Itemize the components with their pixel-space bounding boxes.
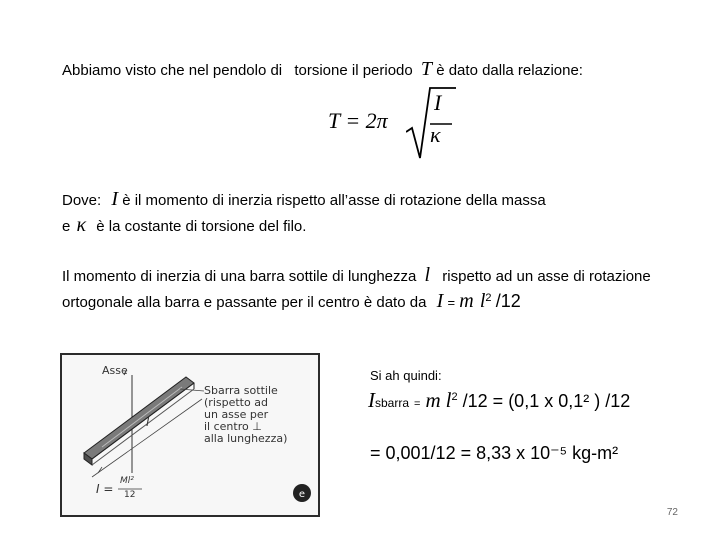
definition-line-2 bbox=[62, 214, 306, 237]
figure-label-l: l bbox=[146, 415, 150, 429]
intro-line bbox=[62, 58, 583, 81]
figure-label-asse: Asse bbox=[102, 364, 128, 377]
definition-symbol-k: κ bbox=[76, 214, 87, 236]
inertia-formula-I: I bbox=[436, 290, 444, 312]
formula-lhs: T = 2π bbox=[328, 108, 388, 133]
calc-exp: 2 bbox=[451, 391, 458, 403]
inertia-formula-l: l bbox=[479, 290, 486, 312]
calc-l: l bbox=[445, 388, 452, 412]
definition-symbol-I: I bbox=[111, 188, 119, 210]
figure-caption-line: Sbarra sottile bbox=[204, 384, 278, 397]
svg-text:e: e bbox=[298, 489, 306, 500]
calc-subscript: sbarra bbox=[375, 396, 410, 410]
period-formula bbox=[328, 82, 458, 162]
definition-text-2: è la costante di torsione del filo. bbox=[96, 218, 307, 235]
calc-m: m bbox=[425, 388, 441, 412]
bar-figure bbox=[60, 353, 320, 517]
figure-caption bbox=[204, 385, 287, 445]
definition-prefix: Dove: bbox=[62, 192, 102, 209]
figure-formula-lhs: I = bbox=[96, 482, 114, 496]
page-number: 72 bbox=[666, 507, 678, 518]
figure-caption-line: un asse per bbox=[204, 408, 269, 421]
inertia-line-1 bbox=[62, 264, 651, 287]
calc-line-1 bbox=[368, 388, 630, 413]
figure-caption-line: (rispetto ad bbox=[204, 396, 268, 409]
figure-formula-num: Ml² bbox=[120, 476, 134, 486]
inertia-text-1: Il momento di inerzia di una barra sottile di lunghezza bbox=[62, 268, 417, 285]
inertia-symbol-l: l bbox=[424, 264, 431, 286]
calc-eq: = bbox=[414, 398, 421, 410]
formula-denominator: κ bbox=[430, 122, 441, 147]
intro-text-before: Abbiamo visto che nel pendolo di bbox=[62, 62, 283, 79]
calc-intro: Si ah quindi: bbox=[370, 368, 442, 383]
figure-caption-line: il centro ⊥ bbox=[204, 420, 262, 433]
calc-symbol-I: I bbox=[368, 388, 375, 412]
intro-text-after: è dato dalla relazione: bbox=[436, 62, 583, 79]
definition-line-1 bbox=[62, 188, 546, 211]
inertia-text-2: ortogonale alla barra e passante per il centro è dato da bbox=[62, 294, 427, 311]
inertia-formula-m: m bbox=[459, 290, 474, 312]
figure-caption-line: alla lunghezza) bbox=[204, 432, 288, 445]
calc-rest: /12 = (0,1 x 0,1² ) /12 bbox=[462, 391, 631, 411]
inertia-formula-exp: 2 bbox=[485, 292, 492, 304]
inertia-formula-eq: = bbox=[447, 295, 456, 310]
definition-prefix-2: e bbox=[62, 218, 71, 235]
inertia-line-2 bbox=[62, 290, 521, 313]
intro-symbol-T: T bbox=[420, 58, 433, 80]
formula-numerator: I bbox=[434, 90, 442, 115]
definition-text-1: è il momento di inerzia rispetto all’asse di rotazione della massa bbox=[122, 192, 546, 209]
intro-text-middle: torsione il periodo bbox=[294, 62, 413, 79]
figure-formula-den: 12 bbox=[124, 490, 136, 500]
calc-result: = 0,001/12 = 8,33 x 10⁻⁵ kg-m² bbox=[370, 443, 619, 463]
inertia-formula-div: /12 bbox=[495, 291, 521, 311]
inertia-text-1-end: rispetto ad un asse di rotazione bbox=[442, 268, 651, 285]
